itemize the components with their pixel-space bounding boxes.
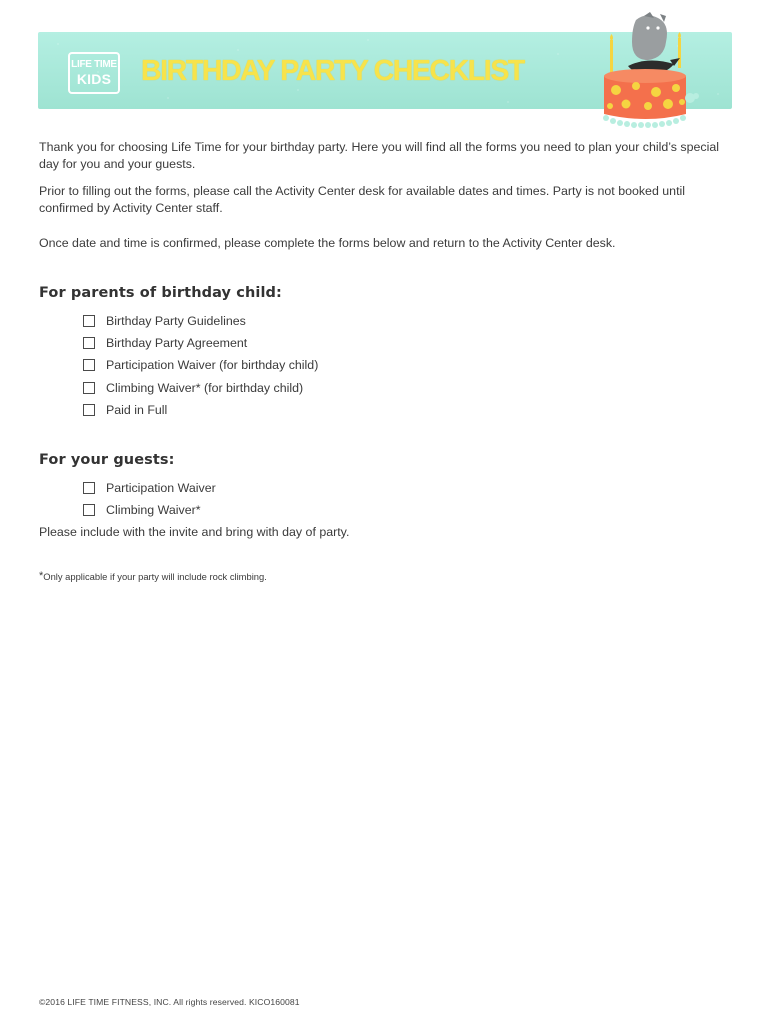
checkbox[interactable]: [83, 315, 95, 327]
guests-section-heading: For your guests:: [39, 452, 175, 468]
candle-left: [610, 40, 613, 74]
checkbox[interactable]: [83, 382, 95, 394]
checkbox[interactable]: [83, 482, 95, 494]
life-time-kids-logo: [68, 52, 120, 94]
flame-right: [678, 32, 681, 39]
checklist-item-label: Climbing Waiver* (for birthday child): [106, 381, 304, 395]
checklist-item-label: Participation Waiver: [106, 481, 216, 495]
copyright-notice: ©2016 LIFE TIME FITNESS, INC. All rights reserved. KICO160081: [39, 997, 300, 1007]
checkbox[interactable]: [83, 359, 95, 371]
checkbox[interactable]: [83, 404, 95, 416]
intro-paragraph-1: Thank you for choosing Life Time for your birthday party. Here you will find all the forms you need to plan your child’s special day for you and your guests.: [39, 140, 719, 171]
birthday-cake-illustration: [598, 10, 710, 134]
footnote-text: Only applicable if your party will include rock climbing.: [43, 571, 267, 582]
checklist-item-participation-waiver-guest[interactable]: [83, 480, 216, 496]
checklist-item-paid-in-full[interactable]: [83, 402, 167, 418]
checklist-item-agreement[interactable]: [83, 335, 247, 351]
intro-paragraph-2: Prior to filling out the forms, please call the Activity Center desk for available dates and times. Party is not booked until confirmed by Activity Center staff.: [39, 184, 686, 215]
logo-text-kids: KIDS: [76, 71, 112, 87]
checklist-item-guidelines[interactable]: [83, 313, 246, 329]
checklist-item-label: Birthday Party Agreement: [106, 336, 248, 350]
logo-text-life-time: LIFE TIME: [71, 59, 117, 70]
parents-section-heading: For parents of birthday child:: [39, 285, 282, 301]
candle-right: [678, 38, 681, 68]
checklist-item-climbing-waiver-guest[interactable]: [83, 502, 201, 518]
checklist-item-climbing-waiver-child[interactable]: [83, 380, 303, 396]
checklist-item-label: Birthday Party Guidelines: [106, 314, 246, 328]
flame-left: [610, 34, 613, 41]
checklist-item-label: Paid in Full: [106, 403, 168, 417]
footnote-asterisk: *: [39, 570, 44, 582]
checklist-item-label: Climbing Waiver*: [106, 503, 201, 517]
intro-paragraph-3: Once date and time is confirmed, please complete the forms below and return to the Activity Center desk.: [39, 236, 616, 250]
checkbox[interactable]: [83, 504, 95, 516]
cake-topper-creature: [628, 12, 680, 74]
checkbox[interactable]: [83, 337, 95, 349]
checklist-item-label: Participation Waiver (for birthday child): [106, 358, 319, 372]
climbing-footnote: [39, 570, 267, 582]
checklist-item-participation-waiver-child[interactable]: [83, 357, 318, 373]
page-title: BIRTHDAY PARTY CHECKLIST: [141, 55, 524, 87]
cake-body: [604, 69, 686, 119]
guests-note: Please include with the invite and bring with day of party.: [39, 525, 350, 539]
